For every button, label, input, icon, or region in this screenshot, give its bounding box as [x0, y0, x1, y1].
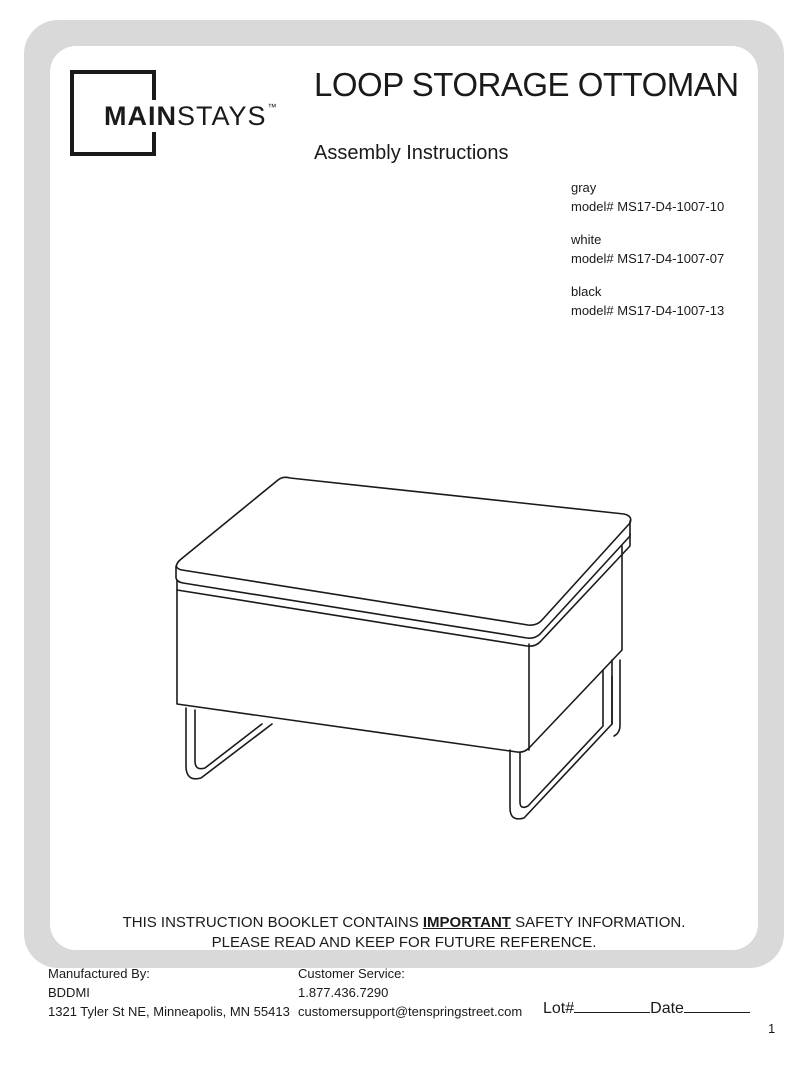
- lot-label: Lot#: [543, 1000, 575, 1017]
- model-entry: [571, 178, 724, 216]
- lot-blank: [574, 997, 650, 1013]
- notice-important: IMPORTANT: [422, 914, 511, 931]
- page-number: 1: [768, 1021, 776, 1036]
- model-list: [571, 178, 724, 334]
- safety-notice-line-2: PLEASE READ AND KEEP FOR FUTURE REFERENCE.: [211, 934, 597, 951]
- model-color: white: [571, 232, 602, 247]
- manufacturer-address: 1321 Tyler St NE, Minneapolis, MN 55413: [48, 1004, 290, 1019]
- model-number: model# MS17-D4-1007-07: [571, 251, 725, 266]
- model-number: model# MS17-D4-1007-10: [571, 199, 725, 214]
- loop-leg-front-right: [510, 660, 612, 819]
- date-blank: [684, 997, 750, 1013]
- safety-notice-line-1: [50, 913, 758, 933]
- model-number: model# MS17-D4-1007-13: [571, 303, 725, 318]
- lid-top: [176, 477, 630, 625]
- manufacturer-info: [48, 964, 290, 1021]
- date-label: Date: [650, 1000, 684, 1017]
- customer-service-label: Customer Service:: [298, 966, 405, 981]
- brand-logo: [100, 100, 282, 132]
- page-subtitle: Assembly Instructions: [314, 142, 509, 164]
- customer-service-email: customersupport@tenspringstreet.com: [298, 1004, 523, 1019]
- trademark-mark: ™: [267, 102, 278, 112]
- loop-leg-back-right: [614, 660, 620, 736]
- model-color: black: [571, 284, 602, 299]
- ottoman-illustration: [160, 470, 640, 830]
- lot-date-fields: [543, 997, 750, 1020]
- notice-text-before: THIS INSTRUCTION BOOKLET CONTAINS: [122, 914, 423, 931]
- lid-seam: [177, 534, 630, 646]
- manufacturer-label: Manufactured By:: [48, 966, 150, 981]
- customer-service-phone: 1.877.436.7290: [298, 985, 389, 1000]
- notice-text-after: SAFETY INFORMATION.: [510, 914, 686, 931]
- manufacturer-name: BDDMI: [48, 985, 90, 1000]
- brand-logo-bold: MAIN: [104, 101, 177, 131]
- customer-service-info: [298, 964, 522, 1021]
- model-entry: [571, 230, 724, 268]
- ottoman-body: [177, 546, 622, 752]
- brand-logo-regular: STAYS: [177, 101, 267, 131]
- safety-notice: [50, 913, 758, 953]
- page-title: LOOP STORAGE OTTOMAN: [314, 66, 739, 103]
- model-color: gray: [571, 180, 597, 195]
- model-entry: [571, 282, 724, 320]
